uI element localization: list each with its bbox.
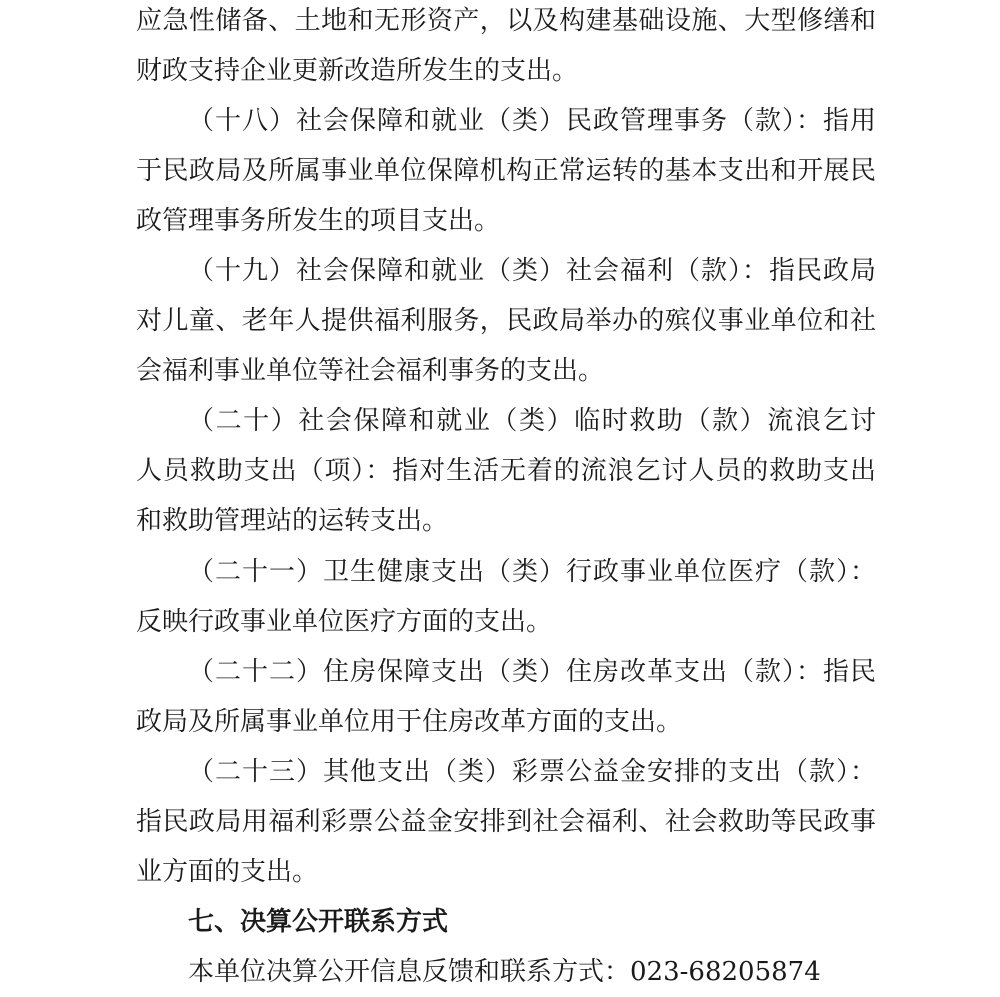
text-line: 于民政局及所属事业单位保障机构正常运转的基本支出和开展民 [136, 156, 876, 186]
text-line: 指民政局用福利彩票公益金安排到社会福利、社会救助等民政事 [136, 807, 876, 837]
text-line: 会福利事业单位等社会福利事务的支出。 [136, 356, 605, 386]
paragraph-22-first-line: （二十二）住房保障支出（类）住房改革支出（款）：指民 [188, 657, 876, 687]
text-line: 政局及所属事业单位用于住房改革方面的支出。 [136, 707, 683, 737]
text-line: 政管理事务所发生的项目支出。 [136, 206, 501, 236]
text-line: 和救助管理站的运转支出。 [136, 506, 449, 536]
text-line: 人员救助支出（项）：指对生活无着的流浪乞讨人员的救助支出 [136, 456, 876, 486]
text-line: 对儿童、老年人提供福利服务，民政局举办的殡仪事业单位和社 [136, 306, 876, 336]
paragraph-18-first-line: （十八）社会保障和就业（类）民政管理事务（款）：指用 [188, 106, 876, 136]
text-line: 应急性储备、土地和无形资产，以及构建基础设施、大型修缮和 [136, 6, 876, 36]
section-heading: 七、决算公开联系方式 [188, 907, 449, 937]
paragraph-20-first-line: （二十）社会保障和就业（类）临时救助（款）流浪乞讨 [188, 406, 876, 436]
text-line: 反映行政事业单位医疗方面的支出。 [136, 607, 553, 637]
text-line: 业方面的支出。 [136, 857, 319, 887]
paragraph-23-first-line: （二十三）其他支出（类）彩票公益金安排的支出（款）： [188, 757, 876, 787]
text-line: 财政支持企业更新改造所发生的支出。 [136, 56, 579, 86]
contact-line: 本单位决算公开信息反馈和联系方式：023-68205874 [188, 957, 821, 987]
paragraph-21-first-line: （二十一）卫生健康支出（类）行政事业单位医疗（款）： [188, 557, 876, 587]
paragraph-19-first-line: （十九）社会保障和就业（类）社会福利（款）：指民政局 [188, 256, 876, 286]
